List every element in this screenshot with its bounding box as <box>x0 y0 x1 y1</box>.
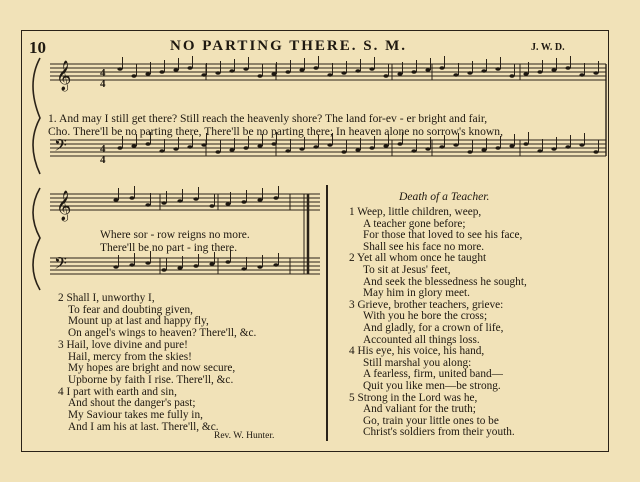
note-head <box>551 147 556 151</box>
time-signature-bottom: 4 <box>100 78 106 90</box>
note-head <box>411 149 416 153</box>
verse-line: To fear and doubting given, <box>68 303 194 316</box>
note-head <box>273 196 278 200</box>
note-head <box>383 74 388 78</box>
note-head <box>229 148 234 152</box>
note-head <box>187 145 192 149</box>
note-head <box>369 146 374 150</box>
note-head <box>341 150 346 154</box>
page-number: 10 <box>29 38 46 57</box>
verse-line: And seek the blessedness he sought, <box>363 275 527 288</box>
verse-line: Mount up at last and happy fly, <box>68 315 209 328</box>
note-head <box>355 69 360 73</box>
note-head <box>201 73 206 77</box>
verse-line: A fearless, firm, united band— <box>363 368 503 381</box>
note-head <box>425 68 430 72</box>
system-brace <box>33 58 40 174</box>
note-head <box>161 201 166 205</box>
note-head <box>145 203 150 207</box>
verse-line: 1 Weep, little children, weep, <box>349 206 482 218</box>
system-brace <box>33 188 40 290</box>
note-head <box>481 148 486 152</box>
note-head <box>495 67 500 71</box>
chorus-lyric: Cho. There'll be no parting there, There'll be no parting there; In heaven alone no sorrow's known, <box>48 125 503 138</box>
verse-line: And valiant for the truth; <box>363 403 476 416</box>
note-head <box>129 263 134 267</box>
note-head <box>257 198 262 202</box>
note-head <box>241 200 246 204</box>
note-head <box>523 142 528 146</box>
note-head <box>273 263 278 267</box>
note-head <box>285 70 290 74</box>
note-head <box>467 71 472 75</box>
verse-line: And shout the danger's past; <box>68 397 196 410</box>
note-head <box>131 74 136 78</box>
note-head <box>161 268 166 272</box>
note-head <box>271 72 276 76</box>
verse-line: On angel's wings to heaven? There'll, &c. <box>68 327 257 340</box>
note-head <box>257 144 262 148</box>
column-divider <box>326 185 328 441</box>
composer-initials: J. W. D. <box>531 42 565 53</box>
note-head <box>113 265 118 269</box>
verse-line: To sit at Jesus' feet, <box>363 264 451 276</box>
verse-line: My Saviour takes me fully in, <box>68 409 203 421</box>
verse-line: A teacher gone before; <box>363 217 466 230</box>
note-head <box>257 265 262 269</box>
note-head <box>113 198 118 202</box>
note-head <box>411 70 416 74</box>
bass-clef-icon: 𝄢 <box>54 255 67 277</box>
note-head <box>173 147 178 151</box>
verse-line: Accounted all things loss. <box>363 333 480 346</box>
verse-line: Still marshal you along: <box>363 356 472 369</box>
note-head <box>201 143 206 147</box>
verse-line: May him in glory meet. <box>363 287 470 300</box>
note-head <box>565 66 570 70</box>
note-head <box>341 71 346 75</box>
note-head <box>241 267 246 271</box>
note-head <box>425 147 430 151</box>
note-head <box>225 202 230 206</box>
note-head <box>355 148 360 152</box>
verse-line: Christ's soldiers from their youth. <box>363 426 515 439</box>
bass-clef-icon: 𝄢 <box>54 137 67 159</box>
treble-clef-icon: 𝄞 <box>56 191 72 220</box>
note-head <box>243 67 248 71</box>
note-head <box>593 150 598 154</box>
note-head <box>313 145 318 149</box>
verse-line: Quit you like men—be strong. <box>363 380 501 392</box>
note-head <box>209 204 214 208</box>
verse-line: 3 Hail, love divine and pure! <box>58 338 188 351</box>
verse-line: And gladly, for a crown of life, <box>363 322 504 334</box>
note-head <box>173 68 178 72</box>
note-head <box>397 142 402 146</box>
note-head <box>187 66 192 70</box>
note-head <box>327 73 332 77</box>
verse-line: With you he bore the cross; <box>363 310 488 323</box>
note-head <box>439 66 444 70</box>
time-signature-top-bass: 4 <box>100 143 106 155</box>
note-head <box>579 143 584 147</box>
note-head <box>131 144 136 148</box>
verse-line: Shall see his face no more. <box>363 240 485 253</box>
note-head <box>565 145 570 149</box>
note-head <box>209 262 214 266</box>
note-head <box>159 149 164 153</box>
note-head <box>285 149 290 153</box>
hymn-title: NO PARTING THERE. S. M. <box>170 38 408 54</box>
note-head <box>467 150 472 154</box>
note-head <box>523 72 528 76</box>
note-head <box>327 143 332 147</box>
note-head <box>117 67 122 71</box>
note-head <box>509 74 514 78</box>
treble-clef-icon: 𝄞 <box>56 61 72 90</box>
verse-line: 4 I part with earth and sin, <box>58 385 177 398</box>
note-head <box>369 67 374 71</box>
verse-line: 2 Yet all whom once he taught <box>349 252 487 265</box>
note-head <box>453 143 458 147</box>
note-head <box>159 70 164 74</box>
verse-line: 4 His eye, his voice, his hand, <box>349 345 485 358</box>
note-head <box>129 196 134 200</box>
note-head <box>177 266 182 270</box>
verse-line: Hail, mercy from the skies! <box>68 350 192 363</box>
note-head <box>271 142 276 146</box>
verse-line: And I am his at last. There'll, &c. <box>68 420 219 433</box>
system-2-lyric-2: There'll be no part - ing there. <box>100 242 238 254</box>
note-head <box>229 69 234 73</box>
note-head <box>215 71 220 75</box>
verse-1-lyric: 1. And may I still get there? Still reach the heavenly shore? The land for-ev - er bright and fair, <box>48 112 488 125</box>
note-head <box>509 144 514 148</box>
note-head <box>495 146 500 150</box>
note-head <box>397 72 402 76</box>
note-head <box>453 73 458 77</box>
verse-line: My hopes are bright and now secure, <box>68 362 236 375</box>
note-head <box>225 260 230 264</box>
note-head <box>193 197 198 201</box>
note-head <box>551 68 556 72</box>
note-head <box>481 69 486 73</box>
note-head <box>579 73 584 77</box>
verse-line: For those that loved to see his face, <box>363 229 523 242</box>
note-head <box>243 146 248 150</box>
note-head <box>439 145 444 149</box>
verse-line: 5 Strong in the Lord was he, <box>349 391 478 404</box>
note-head <box>117 146 122 150</box>
note-head <box>313 66 318 70</box>
note-head <box>299 68 304 72</box>
note-head <box>537 149 542 153</box>
note-head <box>145 72 150 76</box>
note-head <box>145 261 150 265</box>
signature: Rev. W. Hunter. <box>214 431 275 441</box>
note-head <box>215 150 220 154</box>
note-head <box>299 147 304 151</box>
time-signature-top: 4 <box>100 67 106 79</box>
note-head <box>177 199 182 203</box>
teacher-poem-title: Death of a Teacher. <box>399 190 490 203</box>
time-signature-bottom-bass: 4 <box>100 154 106 166</box>
note-head <box>145 142 150 146</box>
verse-line: 3 Grieve, brother teachers, grieve: <box>349 298 504 311</box>
verse-line: Go, train your little ones to be <box>363 414 499 427</box>
note-head <box>537 70 542 74</box>
note-head <box>383 144 388 148</box>
verse-line: Upborne by faith I rise. There'll, &c. <box>68 373 234 386</box>
note-head <box>593 71 598 75</box>
system-2-lyric-1: Where sor - row reigns no more. <box>100 229 250 241</box>
note-head <box>193 264 198 268</box>
verse-line: 2 Shall I, unworthy I, <box>58 292 155 304</box>
note-head <box>257 74 262 78</box>
